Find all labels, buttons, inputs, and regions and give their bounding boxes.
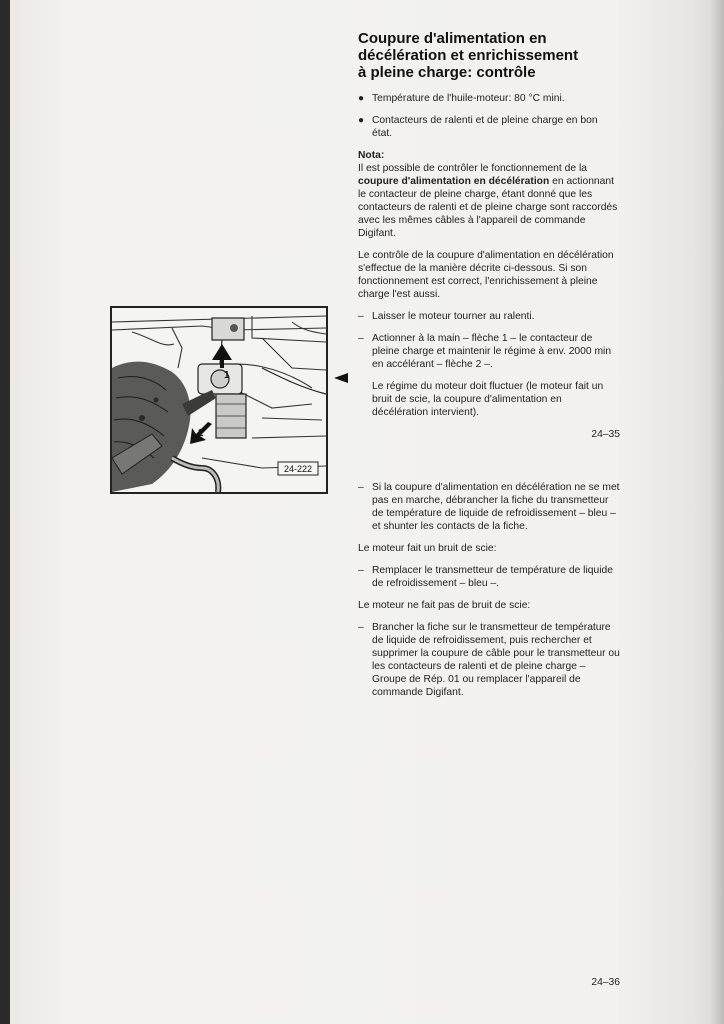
nota-bold-text: coupure d'alimentation en décélération: [358, 176, 550, 187]
engine-illustration: [112, 308, 326, 492]
figure-arrow-2-label: 2: [198, 428, 204, 439]
bullet-text: Température de l'huile-moteur: 80 °C mini.: [372, 93, 565, 104]
step-item: [358, 621, 620, 699]
title-line: décélération et enrichissement: [358, 47, 579, 64]
step-note: Le régime du moteur doit fluctuer (le moteur fait un bruit de scie, la coupure d'alimentation en décélération intervient).: [372, 381, 604, 418]
bullet-item: [358, 92, 620, 105]
nota-label: Nota:: [358, 150, 385, 161]
bullet-text: Contacteurs de ralenti et de pleine charge en bon état.: [372, 115, 598, 139]
step-item: [358, 564, 620, 590]
binding-edge: [0, 0, 10, 1024]
main-text-column: [358, 30, 620, 708]
dash-icon: –: [358, 482, 364, 493]
case-label: Le moteur ne fait pas de bruit de scie:: [358, 600, 531, 611]
nota-text: en actionnant le contacteur de pleine charge, étant donné que les contacteurs de ralenti et de pleine charge sont raccordés avec les mêmes câbles à l'appareil de commande Digifant.: [358, 176, 618, 239]
bullet-item: [358, 114, 620, 140]
case-label: Le moteur fait un bruit de scie:: [358, 543, 497, 554]
intro-paragraph: Le contrôle de la coupure d'alimentation en décélération s'effectue de la manière décrite ci-dessous. Si son fonctionnement est correct, l'enrichissement à pleine charge l'est aussi.: [358, 250, 614, 300]
dash-icon: –: [358, 565, 364, 576]
dash-icon: –: [358, 333, 364, 344]
step-text: Laisser le moteur tourner au ralenti.: [372, 311, 535, 322]
step-item: [358, 310, 620, 323]
step-text: Remplacer le transmetteur de température de liquide de refroidissement – bleu –.: [372, 565, 613, 589]
step-text: Actionner à la main – flèche 1 – le contacteur de pleine charge et maintenir le régime à env. 2000 min en accélérant – flèche 2 –.: [372, 333, 612, 370]
page-title: [358, 30, 620, 81]
bullet-icon: ●: [358, 93, 365, 104]
figure-pointer-arrow-icon: [334, 373, 348, 383]
step-text: Brancher la fiche sur le transmetteur de température de liquide de refroidissement, puis rechercher et supprimer la coupure de câble pour le transmetteur ou les contacteurs de ralenti et de pleine charge – Groupe de Rép. 01 ou remplacer l'appareil de commande Digifant.: [372, 622, 620, 698]
page-number: 24–36: [591, 977, 620, 988]
figure-arrow-1-label: 1: [224, 370, 230, 381]
figure-label: 24-222: [283, 464, 313, 474]
step-text: Si la coupure d'alimentation en décélération ne se met pas en marche, débrancher la fiche du transmetteur de température de liquide de refroidissement – bleu – et shunter les contacts de la fiche.: [372, 482, 620, 532]
step-item: [358, 481, 620, 533]
bleed-through: [150, 34, 154, 49]
dash-icon: –: [358, 622, 364, 633]
bullet-icon: ●: [358, 115, 365, 126]
page-reference: 24–35: [591, 429, 620, 440]
step-item: [358, 332, 620, 371]
nota-paragraph: [358, 162, 620, 240]
dash-icon: –: [358, 311, 364, 322]
engine-figure: [110, 306, 328, 494]
title-line: à pleine charge: contrôle: [358, 64, 536, 81]
page-edge-shadow: [710, 0, 724, 1024]
nota-text: Il est possible de contrôler le fonctionnement de la: [358, 163, 587, 174]
title-line: Coupure d'alimentation en: [358, 30, 547, 47]
